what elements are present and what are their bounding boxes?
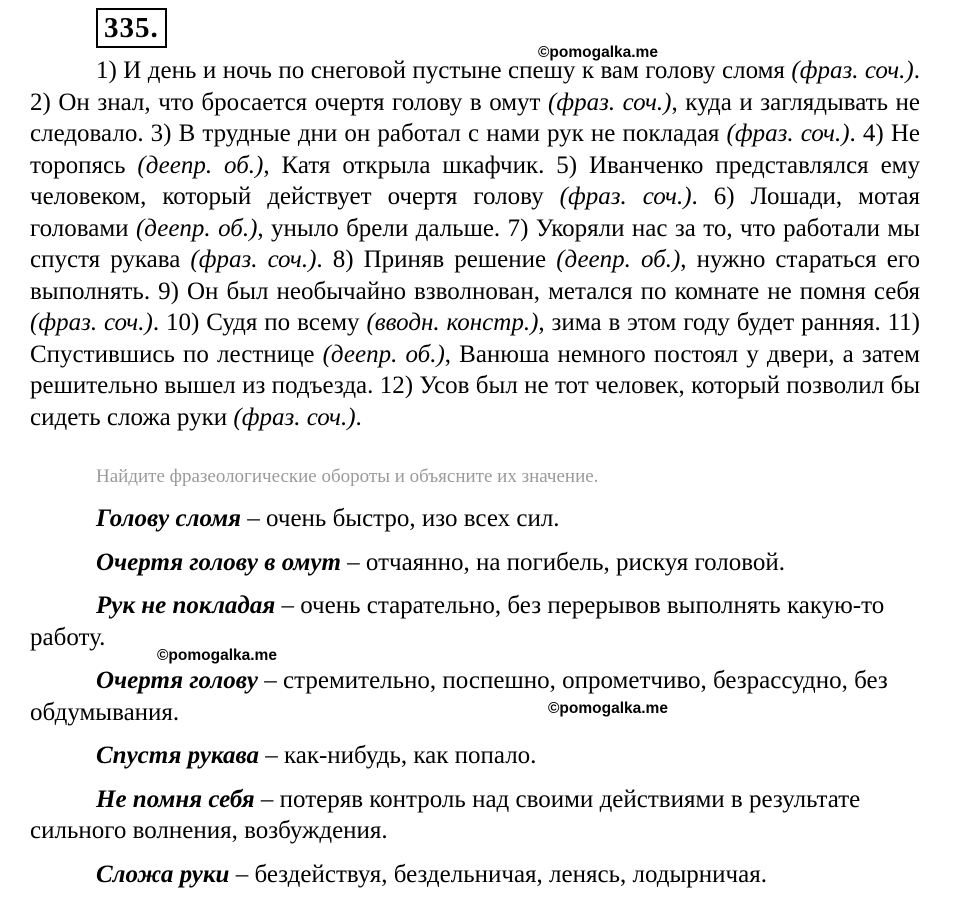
grammar-note: (деепр. об.): [137, 151, 264, 179]
answer-item: [30, 784, 920, 847]
sentence-text: . 2) Он знал, что бросается очертя голову в омут: [30, 57, 921, 116]
grammar-note: (деепр. об.): [322, 340, 445, 368]
sentence-text: , Катя открыла шкафчик. 5) Иванченко представлялся ему человеком, который действует очертя голову: [30, 151, 920, 210]
grammar-note: (фраз. соч.): [190, 246, 317, 273]
answer-item: [30, 665, 920, 728]
grammar-note: (фраз. соч.): [30, 309, 153, 336]
sentence-text: , нужно стараться его выполнять. 9) Он был необычайно взволнован, метался по комнате не помня себя: [30, 246, 920, 305]
sentence-text: . 6) Лошади, мотая головами: [30, 183, 921, 242]
answer-item: [30, 590, 920, 653]
sentence-text: . 10) Судя по всему: [152, 309, 367, 336]
exercise-number: 335.: [96, 8, 167, 48]
phraseologism-definition: – потеряв контроль над своими действиями в результате сильного волнения, возбуждения.: [30, 785, 861, 844]
sentence-text: , Ванюша немного постоял у двери, а затем решительно вышел из подъезда. 12) Усов был не тот человек, который позволил бы сидеть сложа руки: [30, 340, 920, 431]
phraseologism-term: Не помня себя: [96, 785, 255, 813]
sentence-text: . 4) Не торопясь: [30, 120, 920, 179]
phraseologism-term: Голову сломя: [96, 505, 242, 532]
phraseologism-term: Очертя голову: [96, 667, 259, 694]
grammar-note: (фраз. соч.): [791, 57, 914, 84]
exercise-instruction: Найдите фразеологические обороты и объясните их значение.: [96, 466, 599, 487]
phraseologism-definition: – стремительно, поспешно, опрометчиво, безрассудно, без обдумывания.: [30, 667, 888, 726]
grammar-note: (вводн. констр.): [366, 309, 539, 336]
grammar-note: (деепр. об.): [556, 246, 681, 273]
phraseologism-term: Очертя голову в омут: [96, 548, 341, 576]
sentence-text: , зима в этом году будет ранняя. 11) Спустившись по лестнице: [30, 309, 920, 368]
grammar-note: (фраз. соч.): [548, 88, 672, 116]
watermark: ©pomogalka.me: [538, 44, 658, 61]
answer-item: [30, 859, 920, 891]
sentence-text: , куда и заглядывать не следовало. 3) В трудные дни он работал с нами рук не покладая: [30, 88, 921, 147]
phraseologism-term: Спустя рукава: [96, 742, 259, 769]
phraseologism-definition: – очень быстро, изо всех сил.: [241, 505, 560, 532]
answer-item: [30, 503, 920, 535]
grammar-note: (фраз. соч.): [559, 183, 692, 210]
phraseologism-definition: – отчаянно, на погибель, рискуя головой.: [340, 548, 785, 576]
phraseologism-term: Сложа руки: [96, 860, 230, 888]
sentence-text: 1) И день и ночь по снеговой пустыне спешу к вам голову сломя: [96, 57, 792, 84]
phraseologism-definition: – как-нибудь, как попало.: [258, 742, 537, 769]
phraseologism-term: Рук не покладая: [96, 592, 276, 619]
answers-list: [30, 503, 920, 902]
sentence-text: . 8) Приняв решение: [316, 246, 557, 273]
phraseologism-definition: – бездействуя, бездельничая, ленясь, лодырничая.: [229, 860, 767, 888]
answer-item: [30, 547, 920, 579]
grammar-note: (деепр. об.): [135, 214, 258, 242]
grammar-note: (фраз. соч.): [233, 403, 356, 431]
sentence-text: , уныло брели дальше. 7) Укоряли нас за то, что работали мы спустя рукава: [30, 214, 920, 273]
exercise-text: [30, 55, 920, 433]
grammar-note: (фраз. соч.): [726, 120, 850, 147]
sentence-text: .: [355, 403, 362, 431]
answer-item: [30, 740, 920, 772]
phraseologism-definition: – очень старательно, без перерывов выполнять какую-то работу.: [30, 592, 885, 651]
watermark: ©pomogalka.me: [548, 700, 668, 717]
watermark: ©pomogalka.me: [157, 647, 277, 664]
